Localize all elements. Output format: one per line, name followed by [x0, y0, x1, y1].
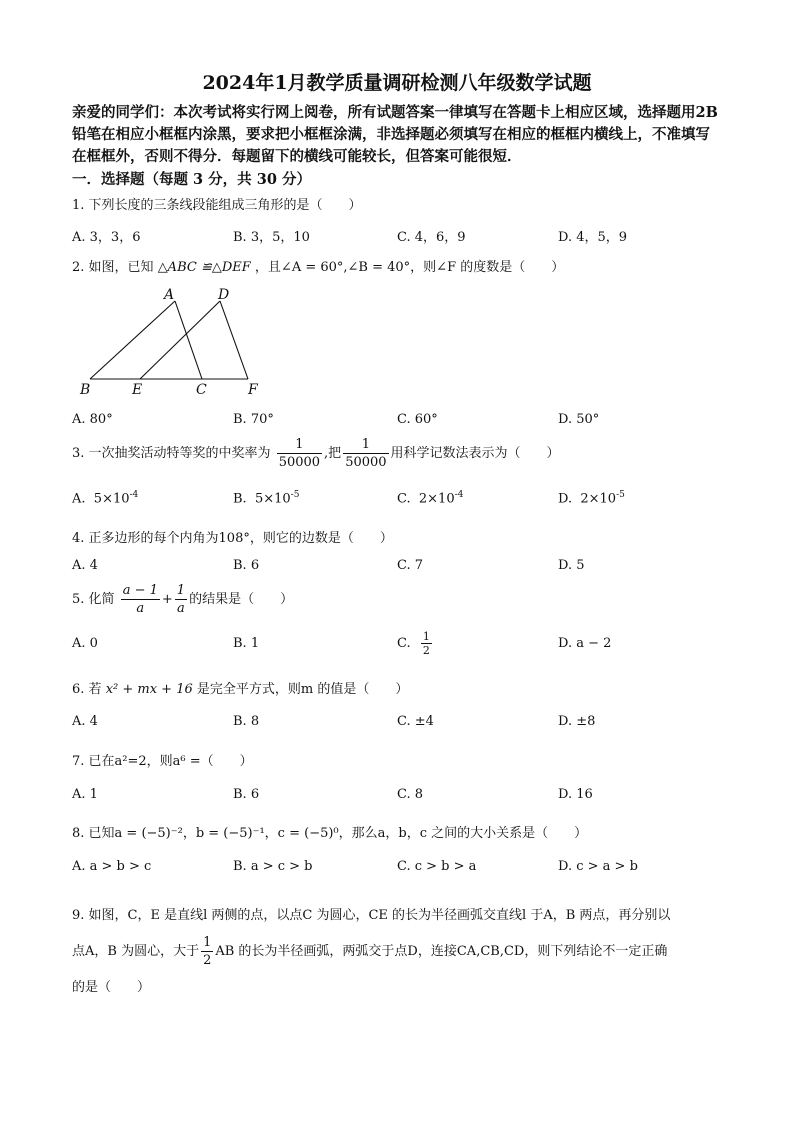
- plus-sign: +: [161, 592, 173, 607]
- option-d: [558, 490, 625, 506]
- option-c: C. ±4: [397, 714, 434, 729]
- triangles-figure: [72, 285, 272, 400]
- fraction-numerator: 1: [176, 583, 186, 598]
- fraction-1-over-a: [175, 582, 187, 617]
- option-base: 2×10: [418, 491, 455, 507]
- option-c: C. c > b > a: [397, 859, 477, 874]
- option-c: C. 7: [397, 558, 424, 573]
- option-d: D. 50°: [558, 412, 600, 427]
- option-d: D. 16: [558, 787, 593, 802]
- question-5-prefix: 5. 化简: [72, 592, 115, 607]
- question-6-prefix: 6. 若: [72, 682, 102, 697]
- option-d: D. ±8: [558, 714, 596, 729]
- fraction-numerator: 1: [277, 436, 322, 454]
- option-c: C. 60°: [397, 412, 438, 427]
- fraction-denominator: 2: [203, 953, 212, 968]
- label-f: F: [248, 382, 258, 398]
- fraction-denominator: a: [177, 601, 185, 616]
- question-2-suffix: ，且∠A = 60°,∠B = 40°，则∠F 的度数是（ ）: [254, 260, 565, 275]
- fraction-denominator: a: [136, 601, 145, 616]
- option-c: [397, 490, 463, 506]
- option-a: [72, 490, 138, 506]
- fraction-a-minus-1-over-a: [121, 582, 160, 617]
- option-c: [397, 630, 434, 657]
- option-exponent: -4: [129, 490, 139, 500]
- option-b: B. 70°: [233, 412, 274, 427]
- option-label: A.: [72, 491, 86, 507]
- option-label: B.: [233, 491, 247, 507]
- option-exponent: -5: [616, 490, 625, 500]
- question-4: 4. 正多边形的每个内角为108°，则它的边数是（ ）: [72, 531, 393, 546]
- side-ac: [175, 301, 202, 379]
- option-b: B. 6: [233, 787, 260, 802]
- question-1: 1. 下列长度的三条线段能组成三角形的是（ ）: [72, 198, 362, 213]
- option-d: D. a − 2: [558, 636, 612, 651]
- side-df: [220, 301, 248, 379]
- question-6: [72, 678, 408, 697]
- label-e: E: [132, 382, 143, 398]
- question-9: [72, 898, 724, 1006]
- question-9-line-1: 9. 如图，C，E 是直线l 两侧的点，以点C 为圆心，CE 的长为半径画弧交直线l 于A，B 两点，再分别以: [72, 908, 671, 923]
- option-d: D. 5: [558, 558, 585, 573]
- fraction-numerator: 1: [422, 630, 430, 643]
- option-a: A. 4: [72, 714, 98, 729]
- option-base: 5×10: [254, 491, 291, 507]
- option-a: A. 3，3，6: [72, 230, 141, 245]
- label-a: A: [164, 287, 175, 303]
- option-b: B. 6: [233, 558, 260, 573]
- option-a: A. a > b > c: [72, 859, 152, 874]
- question-9-line-2-suffix: AB 的长为半径画弧，两弧交于点D，连接CA,CB,CD，则下列结论不一定正确: [215, 944, 668, 959]
- option-exponent: -5: [290, 490, 300, 500]
- option-b: B. 1: [233, 636, 260, 651]
- question-8: 8. 已知a = (−5)⁻²，b = (−5)⁻¹，c = (−5)⁰，那么a，b，c 之间的大小关系是（ ）: [72, 826, 588, 841]
- label-b: B: [80, 382, 91, 398]
- fraction-1-50000-repeat: [343, 436, 388, 471]
- question-5-suffix: 的结果是（ ）: [189, 592, 294, 607]
- option-a: A. 80°: [72, 412, 113, 427]
- option-base: 2×10: [580, 491, 617, 507]
- question-3-mid: ,把: [324, 446, 342, 461]
- option-b: [233, 490, 299, 506]
- option-b: B. a > c > b: [233, 859, 313, 874]
- side-ed: [140, 301, 220, 379]
- option-b: B. 8: [233, 714, 260, 729]
- option-label: C.: [397, 636, 411, 651]
- question-9-line-2-prefix: 点A，B 为圆心，大于: [72, 944, 200, 959]
- fraction-1-50000: [277, 436, 322, 471]
- side-ba: [90, 301, 175, 379]
- option-label: C.: [397, 491, 411, 507]
- exam-instructions: 亲爱的同学们：本次考试将实行网上阅卷，所有试题答案一律填写在答题卡上相应区域，选择题用2B铅笔在相应小框框内涂黑，要求把小框框涂满，非选择题必须填写在相应的框框内横线上，不准填写在框框外，否则不得分．每题留下的横线可能较长，但答案可能很短．: [72, 104, 718, 165]
- congruence-statement: △ABC ≌△DEF: [157, 260, 251, 275]
- question-3-prefix: 3. 一次抽奖活动特等奖的中奖率为: [72, 446, 271, 461]
- fraction-one-half: [201, 934, 213, 969]
- section-heading: 一．选择题（每题 3 分，共 30 分）: [72, 171, 311, 188]
- fraction-numerator: a − 1: [122, 583, 158, 598]
- question-3-suffix: 用科学记数法表示为（ ）: [390, 446, 560, 461]
- option-c: C. 8: [397, 787, 424, 802]
- question-2-prefix: 2. 如图，已知: [72, 260, 154, 275]
- question-7: 7. 已在a²=2，则a⁶ =（ ）: [72, 754, 253, 769]
- option-c: C. 4，6，9: [397, 230, 466, 245]
- question-5: [72, 582, 293, 617]
- fraction-one-half: [421, 630, 432, 657]
- label-c: C: [196, 382, 207, 398]
- fraction-numerator: 1: [203, 935, 212, 950]
- label-d: D: [218, 287, 230, 303]
- fraction-numerator: 1: [343, 436, 388, 454]
- option-a: A. 4: [72, 558, 98, 573]
- question-9-line-2: [72, 934, 724, 970]
- option-label: D.: [558, 491, 573, 507]
- question-3: [72, 436, 560, 471]
- fraction-denominator: 50000: [278, 455, 321, 470]
- option-a: A. 0: [72, 636, 98, 651]
- question-9-line-3: 的是（ ）: [72, 980, 151, 995]
- fraction-denominator: 2: [422, 644, 430, 657]
- question-2: [72, 256, 564, 275]
- option-b: B. 3，5，10: [233, 230, 310, 245]
- option-d: D. 4，5，9: [558, 230, 628, 245]
- fraction-denominator: 50000: [345, 455, 387, 470]
- option-exponent: -4: [454, 490, 464, 500]
- question-6-suffix: 是完全平方式，则m 的值是（ ）: [196, 682, 409, 697]
- option-d: D. c > a > b: [558, 859, 638, 874]
- polynomial-expression: x² + mx + 16: [105, 682, 193, 697]
- option-a: A. 1: [72, 787, 98, 802]
- page-title: 2024年1月教学质量调研检测八年级数学试题: [202, 72, 592, 94]
- option-base: 5×10: [93, 491, 130, 507]
